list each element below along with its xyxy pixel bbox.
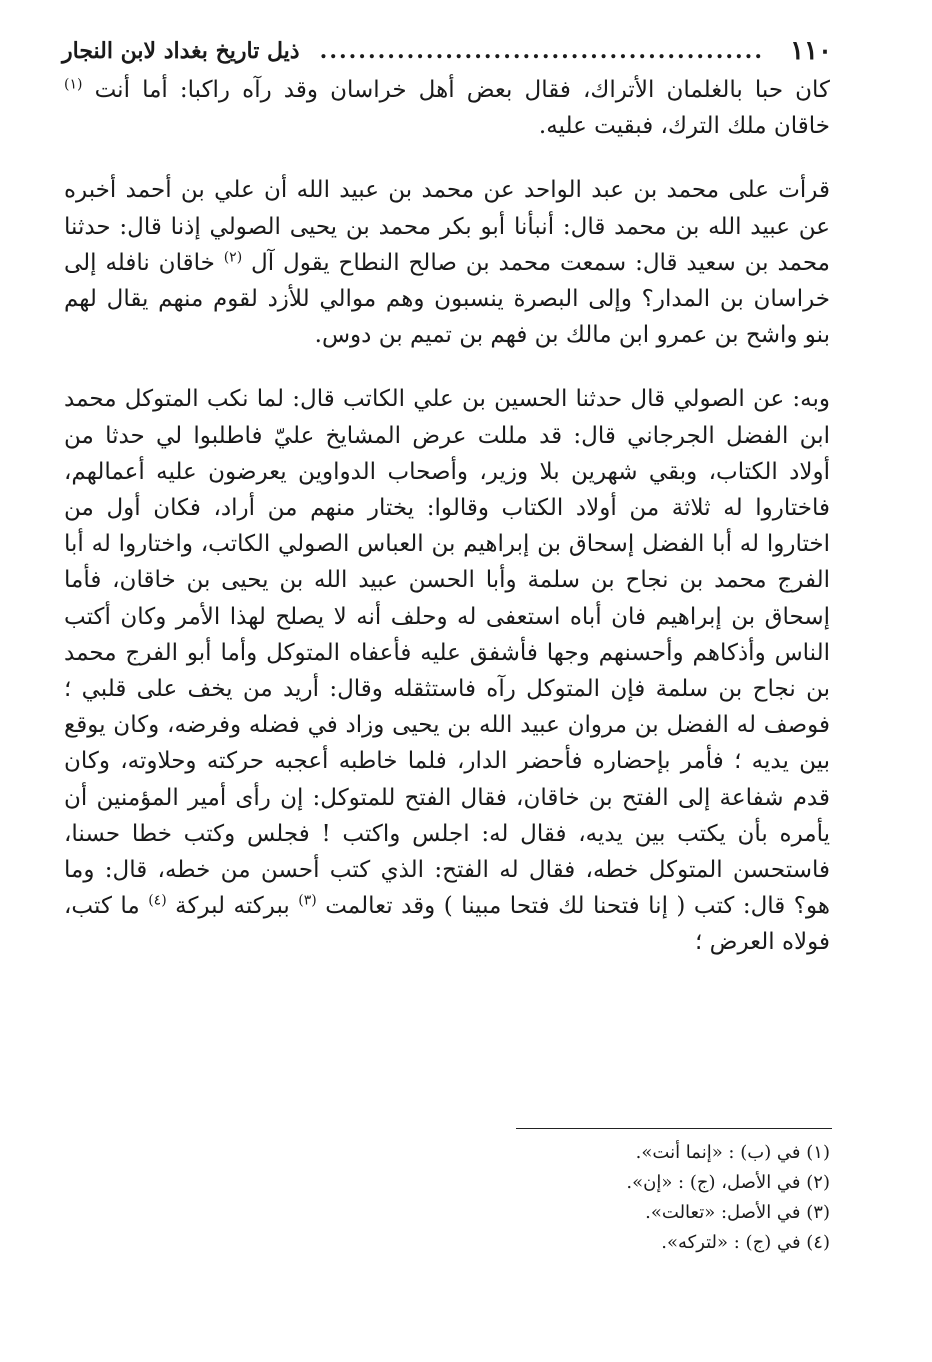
text-segment: ببركته لبركة: [166, 893, 299, 920]
header-book-title: ذيل تاريخ بغداد لابن النجار: [62, 38, 300, 64]
main-text: [64, 72, 830, 961]
text-segment: وبه: عن الصولي قال حدثنا الحسين بن علي الكاتب قال: لما نكب المتوكل محمد ابن الفضل الجرجاني قال: قد مللت عرض المشايخ عليّ فاطلبوا لي حدثا من أولاد الكتاب، وبقي شهرين بلا وزير، وأصحاب الدواوين يعرضون عليه أعمالهم، فاختاروا له ثلاثة من أولاد الكتاب وقالوا: يختار منهم من أراد، فكان أول من اختاروا له أبا الفضل إسحاق بن إبراهيم بن العباس الصولي الكاتب، واختاروا له أبا الفرج محمد بن نجاح بن سلمة وأبا الحسن عبيد الله بن يحيى بن خاقان، فأما إسحاق بن إبراهيم فان أباه استعفى له وحلف أنه لا يصلح لهذا الأمر وكان أكتب الناس وأذكاهم وأحسنهم وجها فأشفق عليه فأعفاه المتوكل وأما أبو الفرج محمد بن نجاح بن سلمة فإن المتوكل رآه فاستثقله وقال: أريد من يخف على قلبي ؛ فوصف له الفضل بن مروان عبيد الله بن يحيى وزاد في فضله وفرضه، وكان يوقع بين يديه ؛ فأمر بإحضاره فأحضر الدار، فلما خاطبه أعجبه حركته وحلاوته، وكان قدم شفاعة إلى الفتح بن خاقان، فقال الفتح للمتوكل: إن رأى أمير المؤمنين أن يأمره بأن يكتب بين يديه، فقال له: اجلس واكتب ! فجلس وكتب خطا حسنا، فاستحسن المتوكل خطه، فقال له الفتح: الذي كتب أحسن من خطه، قال: وما هو؟ قال: كتب ( إنا فتحنا لك فتحا مبينا ) وقد تعالمت: [64, 386, 830, 920]
paragraph-2: [64, 172, 830, 353]
text-segment: خاقان نافله إلى خراسان بن المدار؟ وإلى البصرة ينسبون وهم موالي للأزد لقوم منهم يقال لهم بنو واشح بن عمرو ابن مالك بن فهم بن تميم بن دوس.: [64, 249, 830, 349]
running-header: [62, 34, 832, 68]
text-segment: ما كتب، فولاه العرض ؛: [64, 893, 830, 956]
footnote-4: (٤) في (ج) : «لتركه».: [661, 1232, 830, 1253]
footnote-ref-1: (١): [64, 76, 83, 93]
footnote-2: (٢) في الأصل، (ج) : «إن».: [626, 1172, 830, 1193]
text-segment: كان حبا بالغلمان الأتراك، فقال بعض أهل خراسان وقد رآه راكبا: أما أنت: [82, 77, 830, 103]
paragraph-1: [64, 72, 830, 144]
footnote-ref-4: (٤): [148, 892, 167, 909]
footnote-1: (١) في (ب) : «إنما أنت».: [635, 1142, 830, 1163]
header-dot-leader: ..............................................: [319, 38, 764, 64]
text-segment: قرأت على محمد بن عبد الواحد عن محمد بن عبيد الله أن علي بن أحمد أخبره عن عبيد الله بن محمد قال: أنبأنا أبو بكر محمد بن يحيى الصولي إذنا قال: حدثنا محمد بن سعيد قال: سمعت محمد بن صالح النطاح يقول آل: [64, 177, 830, 276]
footnote-ref-2: (٢): [223, 249, 243, 266]
footnote-divider: [516, 1128, 832, 1129]
footnotes: [440, 1138, 830, 1258]
page-number: ١١٠: [790, 36, 832, 66]
footnote-ref-3: (٣): [298, 892, 317, 909]
paragraph-3: [64, 381, 830, 960]
text-segment: خاقان ملك الترك، فبقيت عليه.: [538, 113, 830, 140]
footnote-3: (٣) في الأصل: «تعالت».: [645, 1202, 830, 1223]
